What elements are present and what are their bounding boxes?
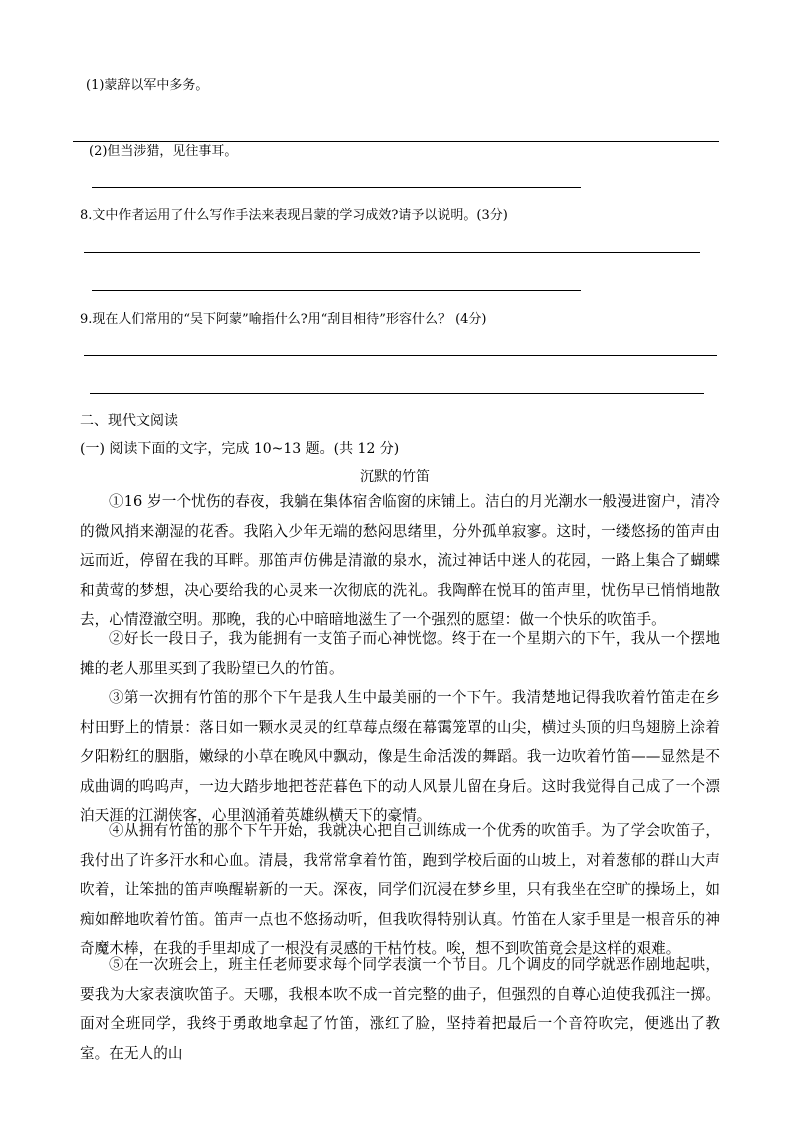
answer-line-8a bbox=[84, 252, 700, 253]
question-9: 9.现在人们常用的“吴下阿蒙”喻指什么?用“刮目相待”形容什么？ (4分) bbox=[80, 312, 487, 327]
question-8: 8.文中作者运用了什么写作手法来表现吕蒙的学习成效?请予以说明。(3分) bbox=[80, 208, 508, 223]
answer-line-8b bbox=[92, 290, 581, 291]
article-paragraph-1: ①16 岁一个忧伤的春夜，我躺在集体宿舍临窗的床铺上。洁白的月光潮水一般漫进窗户，清冷的微风捎来潮湿的花香。我陷入少年无端的愁闷思绪里，分外孤单寂寥。这时，一缕悠扬的笛声由远而近，停留在我的耳畔。那笛声仿佛是清澈的泉水，流过神话中迷人的花园，一路上集合了蝴蝶和黄莺的梦想，决心要给我的心灵来一次彻底的洗礼。我陶醉在悦耳的笛声里，忧伤早已悄悄地散去，心情澄澈空明。那晚，我的心中暗暗地滋生了一个强烈的愿望：做一个快乐的吹笛手。 bbox=[80, 493, 720, 628]
answer-line-7-2 bbox=[92, 187, 581, 188]
answer-line-9b bbox=[90, 393, 704, 394]
section-instruction: (一) 阅读下面的文字，完成 10~13 题。(共 12 分) bbox=[80, 441, 400, 457]
section-heading: 二、现代文阅读 bbox=[80, 413, 178, 429]
question-7-1: (1)蒙辞以军中多务。 bbox=[86, 78, 209, 93]
question-7-2: (2)但当涉猎，见往事耳。 bbox=[89, 144, 238, 159]
article-paragraph-5: ⑤在一次班会上，班主任老师要求每个同学表演一个节目。几个调皮的同学就恶作剧地起哄，要我为大家表演吹笛子。天哪，我根本吹不成一首完整的曲子，但强烈的自尊心迫使我孤注一掷。面对全班同学，我终于勇敢地拿起了竹笛，涨红了脸，坚持着把最后一个音符吹完，便逃出了教室。在无人的山 bbox=[80, 956, 720, 1062]
article-paragraph-2: ②好长一段日子，我为能拥有一支笛子而心神恍惚。终于在一个星期六的下午，我从一个摆地摊的老人那里买到了我盼望已久的竹笛。 bbox=[80, 630, 720, 677]
article-title: 沉默的竹笛 bbox=[360, 469, 430, 485]
article-paragraph-4: ④从拥有竹笛的那个下午开始，我就决心把自己训练成一个优秀的吹笛手。为了学会吹笛子，我付出了许多汗水和心血。清晨，我常常拿着竹笛，跑到学校后面的山坡上，对着葱郁的群山大声吹着，让笨拙的笛声唤醒崭新的一天。深夜，同学们沉浸在梦乡里，只有我坐在空旷的操场上，如痴如醉地吹着竹笛。笛声一点也不悠扬动听，但我吹得特别认真。竹笛在人家手里是一根音乐的神奇魔木棒，在我的手里却成了一根没有灵感的干枯竹枝。唉，想不到吹笛竟会是这样的艰难。 bbox=[80, 822, 720, 957]
answer-line-7-1 bbox=[73, 141, 719, 142]
article-paragraph-3: ③第一次拥有竹笛的那个下午是我人生中最美丽的一个下午。我清楚地记得我吹着竹笛走在乡村田野上的情景：落日如一颗水灵灵的红草莓点缀在幕霭笼罩的山尖，横过头顶的归鸟翅膀上涂着夕阳粉红的胭脂，嫩绿的小草在晚风中飘动，像是生命活泼的舞蹈。我一边吹着竹笛——显然是不成曲调的呜呜声，一边大踏步地把苍茫暮色下的动人风景儿留在身后。这时我觉得自己成了一个漂泊天涯的江湖侠客，心里汹涌着英雄纵横天下的豪情。 bbox=[80, 689, 720, 824]
answer-line-9a bbox=[84, 355, 717, 356]
